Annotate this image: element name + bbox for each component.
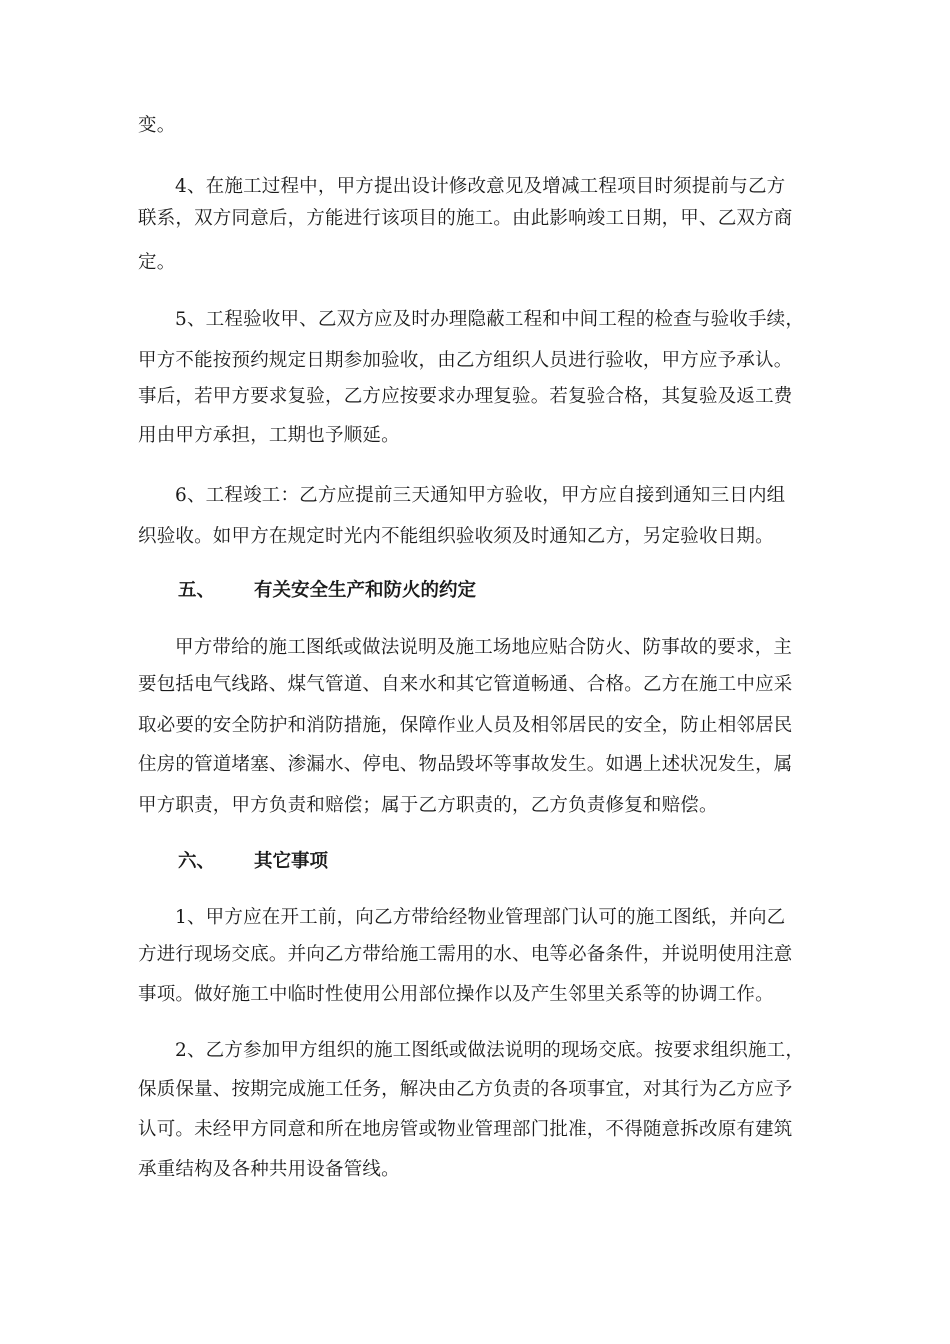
paragraph-line: 认可。未经甲方同意和所在地房管或物业管理部门批准，不得随意拆改原有建筑: [138, 1119, 793, 1140]
paragraph-line: 1、甲方应在开工前，向乙方带给经物业管理部门认可的施工图纸，并向乙: [175, 907, 786, 928]
paragraph-line: 甲方带给的施工图纸或做法说明及施工场地应贴合防火、防事故的要求，主: [175, 637, 793, 658]
section-heading-6: [178, 850, 328, 874]
paragraph-line: 2、乙方参加甲方组织的施工图纸或做法说明的现场交底。按要求组织施工，: [175, 1040, 805, 1061]
paragraph-line: 事后，若甲方要求复验，乙方应按要求办理复验。若复验合格，其复验及返工费: [138, 386, 793, 407]
paragraph-line: 变。: [138, 115, 176, 136]
paragraph-line: 保质保量、按期完成施工任务，解决由乙方负责的各项事宜，对其行为乙方应予: [138, 1079, 793, 1100]
paragraph-line: 用由甲方承担，工期也予顺延。: [138, 425, 400, 446]
paragraph-line: 要包括电气线路、煤气管道、自来水和其它管道畅通、合格。乙方在施工中应采: [138, 674, 793, 695]
paragraph-line: 方进行现场交底。并向乙方带给施工需用的水、电等必备条件，并说明使用注意: [138, 944, 793, 965]
paragraph-line: 织验收。如甲方在规定时光内不能组织验收须及时通知乙方，另定验收日期。: [138, 526, 774, 547]
paragraph-line: 事项。做好施工中临时性使用公用部位操作以及产生邻里关系等的协调工作。: [138, 984, 774, 1005]
section-number: 六、: [178, 851, 216, 872]
paragraph-line: 定。: [138, 252, 176, 273]
paragraph-line: 6、工程竣工：乙方应提前三天通知甲方验收，甲方应自接到通知三日内组: [175, 485, 786, 506]
paragraph-line: 承重结构及各种共用设备管线。: [138, 1159, 400, 1180]
paragraph-line: 甲方不能按预约规定日期参加验收，由乙方组织人员进行验收，甲方应予承认。: [138, 350, 793, 371]
paragraph-line: 联系，双方同意后，方能进行该项目的施工。由此影响竣工日期，甲、乙双方商: [138, 208, 793, 229]
paragraph-line: 取必要的安全防护和消防措施，保障作业人员及相邻居民的安全，防止相邻居民: [138, 715, 793, 736]
section-title: 其它事项: [254, 851, 329, 872]
section-number: 五、: [178, 580, 216, 601]
section-heading-5: [178, 579, 476, 603]
paragraph-line: 甲方职责，甲方负责和赔偿；属于乙方职责的，乙方负责修复和赔偿。: [138, 795, 718, 816]
paragraph-line: 5、工程验收甲、乙双方应及时办理隐蔽工程和中间工程的检查与验收手续，: [175, 309, 805, 330]
section-title: 有关安全生产和防火的约定: [254, 580, 477, 601]
paragraph-line: 住房的管道堵塞、渗漏水、停电、物品毁坏等事故发生。如遇上述状况发生，属: [138, 754, 793, 775]
paragraph-line: 4、在施工过程中，甲方提出设计修改意见及增减工程项目时须提前与乙方: [175, 176, 786, 197]
